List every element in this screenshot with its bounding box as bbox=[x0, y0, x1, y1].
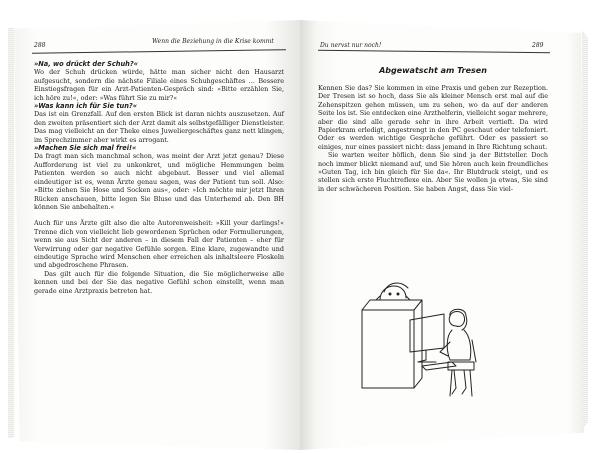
patient-hands bbox=[376, 296, 410, 300]
desk-front bbox=[362, 310, 414, 388]
keyboard-icon bbox=[422, 362, 456, 370]
section-heading: »Machen Sie sich mal frei!« bbox=[34, 144, 137, 153]
paragraph: Das ist ein Grenzfall. Auf den ersten Blick ist daran nichts auszusetzen. Auf den zweiten präsentiert sich der Arzt damit als selbstgefälliger Dienstleister. Das mag vielleicht an der Theke eines Juweliergeschäftes ganz nett klingen, im Sprechzimmer aber wirkt es arrogant. bbox=[34, 110, 284, 144]
paragraph: Da fragt man sich manchmal schon, was meint der Arzt jetzt genau? Diese Aufforderung ist viel zu unkonkret, und mögliche Hemmungen beim Patienten werden so auch nicht abgebaut. Besser und viel allemal eindeutiger ist es, wenn Ärzte genau sagen, was der Patient tun soll. Also: »Bitte ziehen Sie Hose und Socken aus«, oder: »Ich möchte mir jetzt Ihren Rücken anschauen, bitte legen Sie Bluse und das Unterhemd ab. Den BH können Sie anbehalten.« bbox=[34, 152, 284, 211]
reception-desk-illustration bbox=[352, 270, 502, 410]
paragraph: Auch für uns Ärzte gilt also die alte Autorenweisheit: »Kill your darlings!« Trenne dich von vielleicht lieb gewordenen Sprüchen oder Formulierungen, wenn sie aus Sicht der anderen – in diesem Fall der Patienten – eher für Verwirrung oder gar negative Gefühle sorgen. Eine klare, zugewandte und eindeutige Sprache wird Menschen eher erreichen als inhaltsleere Floskeln und abgedroschene Phrasen. bbox=[34, 219, 284, 270]
paragraph: Wo der Schuh drücken würde, hätte man sicher nicht den Hausarzt aufgesucht, sondern die nächste Filiale eines Schuhgeschäftes … Bessere Einstiegsfragen für ein Arzt-Patienten-Gespräch sind: »Bitte erzählen Sie, ich höre zu!«, oder: »Was führt Sie zu mir?« bbox=[34, 68, 284, 102]
monitor-icon bbox=[410, 314, 444, 352]
left-running-head: Wenn die Beziehung in die Krise kommt bbox=[152, 38, 274, 45]
desk-top bbox=[362, 300, 422, 310]
left-body bbox=[34, 60, 284, 295]
right-page-number: 289 bbox=[532, 42, 544, 49]
left-page-number: 288 bbox=[34, 42, 46, 49]
section-heading: »Na, wo drückt der Schuh?« bbox=[34, 60, 138, 68]
chapter-title: Abgewatscht am Tresen bbox=[379, 66, 487, 75]
page-stack-left bbox=[8, 28, 14, 438]
paragraph: Das gilt auch für die folgende Situation, die Sie möglicherweise alle kennen und bei der Sie das negative Gefühl schon einstellt, wenn man gerade eine Arztpraxis betreten hat. bbox=[34, 269, 284, 295]
receptionist-body bbox=[447, 330, 471, 360]
page-stack-right bbox=[582, 30, 588, 430]
right-body bbox=[318, 84, 548, 193]
paragraph: Sie warten weiter höflich, denn Sie sind ja der Bittsteller. Doch noch immer blickt niemand auf, und Sie hören auch kein freundliches »Guten Tag, ich bin gleich für Sie da«. Ihr Blutdruck steigt, und es stellen sich erste Fluchtreflexe ein. Aber Sie wollen ja etwas, Sie sind in der schwächeren Position. Sie haben Angst, dass Sie viel- bbox=[318, 151, 548, 193]
chair-icon bbox=[448, 362, 474, 370]
paragraph: Kennen Sie das? Sie kommen in eine Praxis und geben zur Rezeption. Der Tresen ist so hoch, dass Sie als kleiner Mensch erst mal auf die Zehenspitzen gehen müssen, um zu sehen, wo da auf der anderen Seite los ist. Sie entdecken eine Arzthelferin, vielleicht sogar mehrere, aber die sind alle gerade sehr in ihre Arbeit vertieft. Da wird Papierkram erledigt, angestrengt in den PC geschaut oder telefoniert. Oder es werden wichtige Gespräche geführt. Oder es passiert so einiges, nur eines passiert nicht: dass jemand in Ihre Richtung schaut. bbox=[318, 84, 548, 151]
desk-side bbox=[414, 300, 422, 388]
section-heading: »Was kann ich für Sie tun?« bbox=[34, 102, 137, 111]
receptionist-head bbox=[449, 312, 464, 327]
patient-head bbox=[380, 286, 406, 300]
right-running-head: Du nervst nur noch! bbox=[320, 42, 382, 49]
